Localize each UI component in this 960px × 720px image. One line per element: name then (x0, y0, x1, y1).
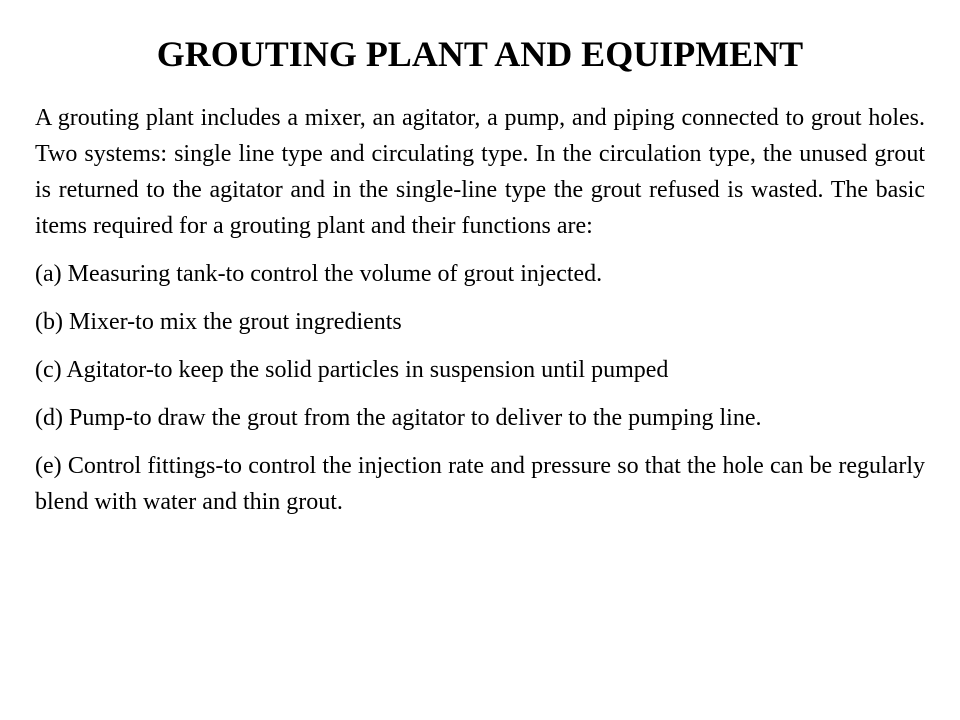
item-mixer: (b) Mixer-to mix the grout ingredients (35, 309, 402, 335)
slide-title: GROUTING PLANT AND EQUIPMENT (156, 34, 804, 74)
slide-body (35, 100, 925, 520)
item-pump: (d) Pump-to draw the grout from the agitator to deliver to the pumping line. (35, 405, 762, 431)
intro-paragraph: A grouting plant includes a mixer, an agitator, a pump, and piping connected to grout holes. Two systems: single line type and circulating type. In the circulation type, the unused grout is returned to the agitator and in the single-line type the grout refused is wasted. The basic items required for a grouting plant and their functions are: (35, 105, 925, 239)
item-measuring-tank: (a) Measuring tank-to control the volume of grout injected. (35, 261, 603, 287)
item-agitator: (c) Agitator-to keep the solid particles in suspension until pumped (35, 357, 669, 383)
item-control-fittings: (e) Control fittings-to control the injection rate and pressure so that the hole can be regularly blend with water and thin grout. (35, 453, 925, 515)
